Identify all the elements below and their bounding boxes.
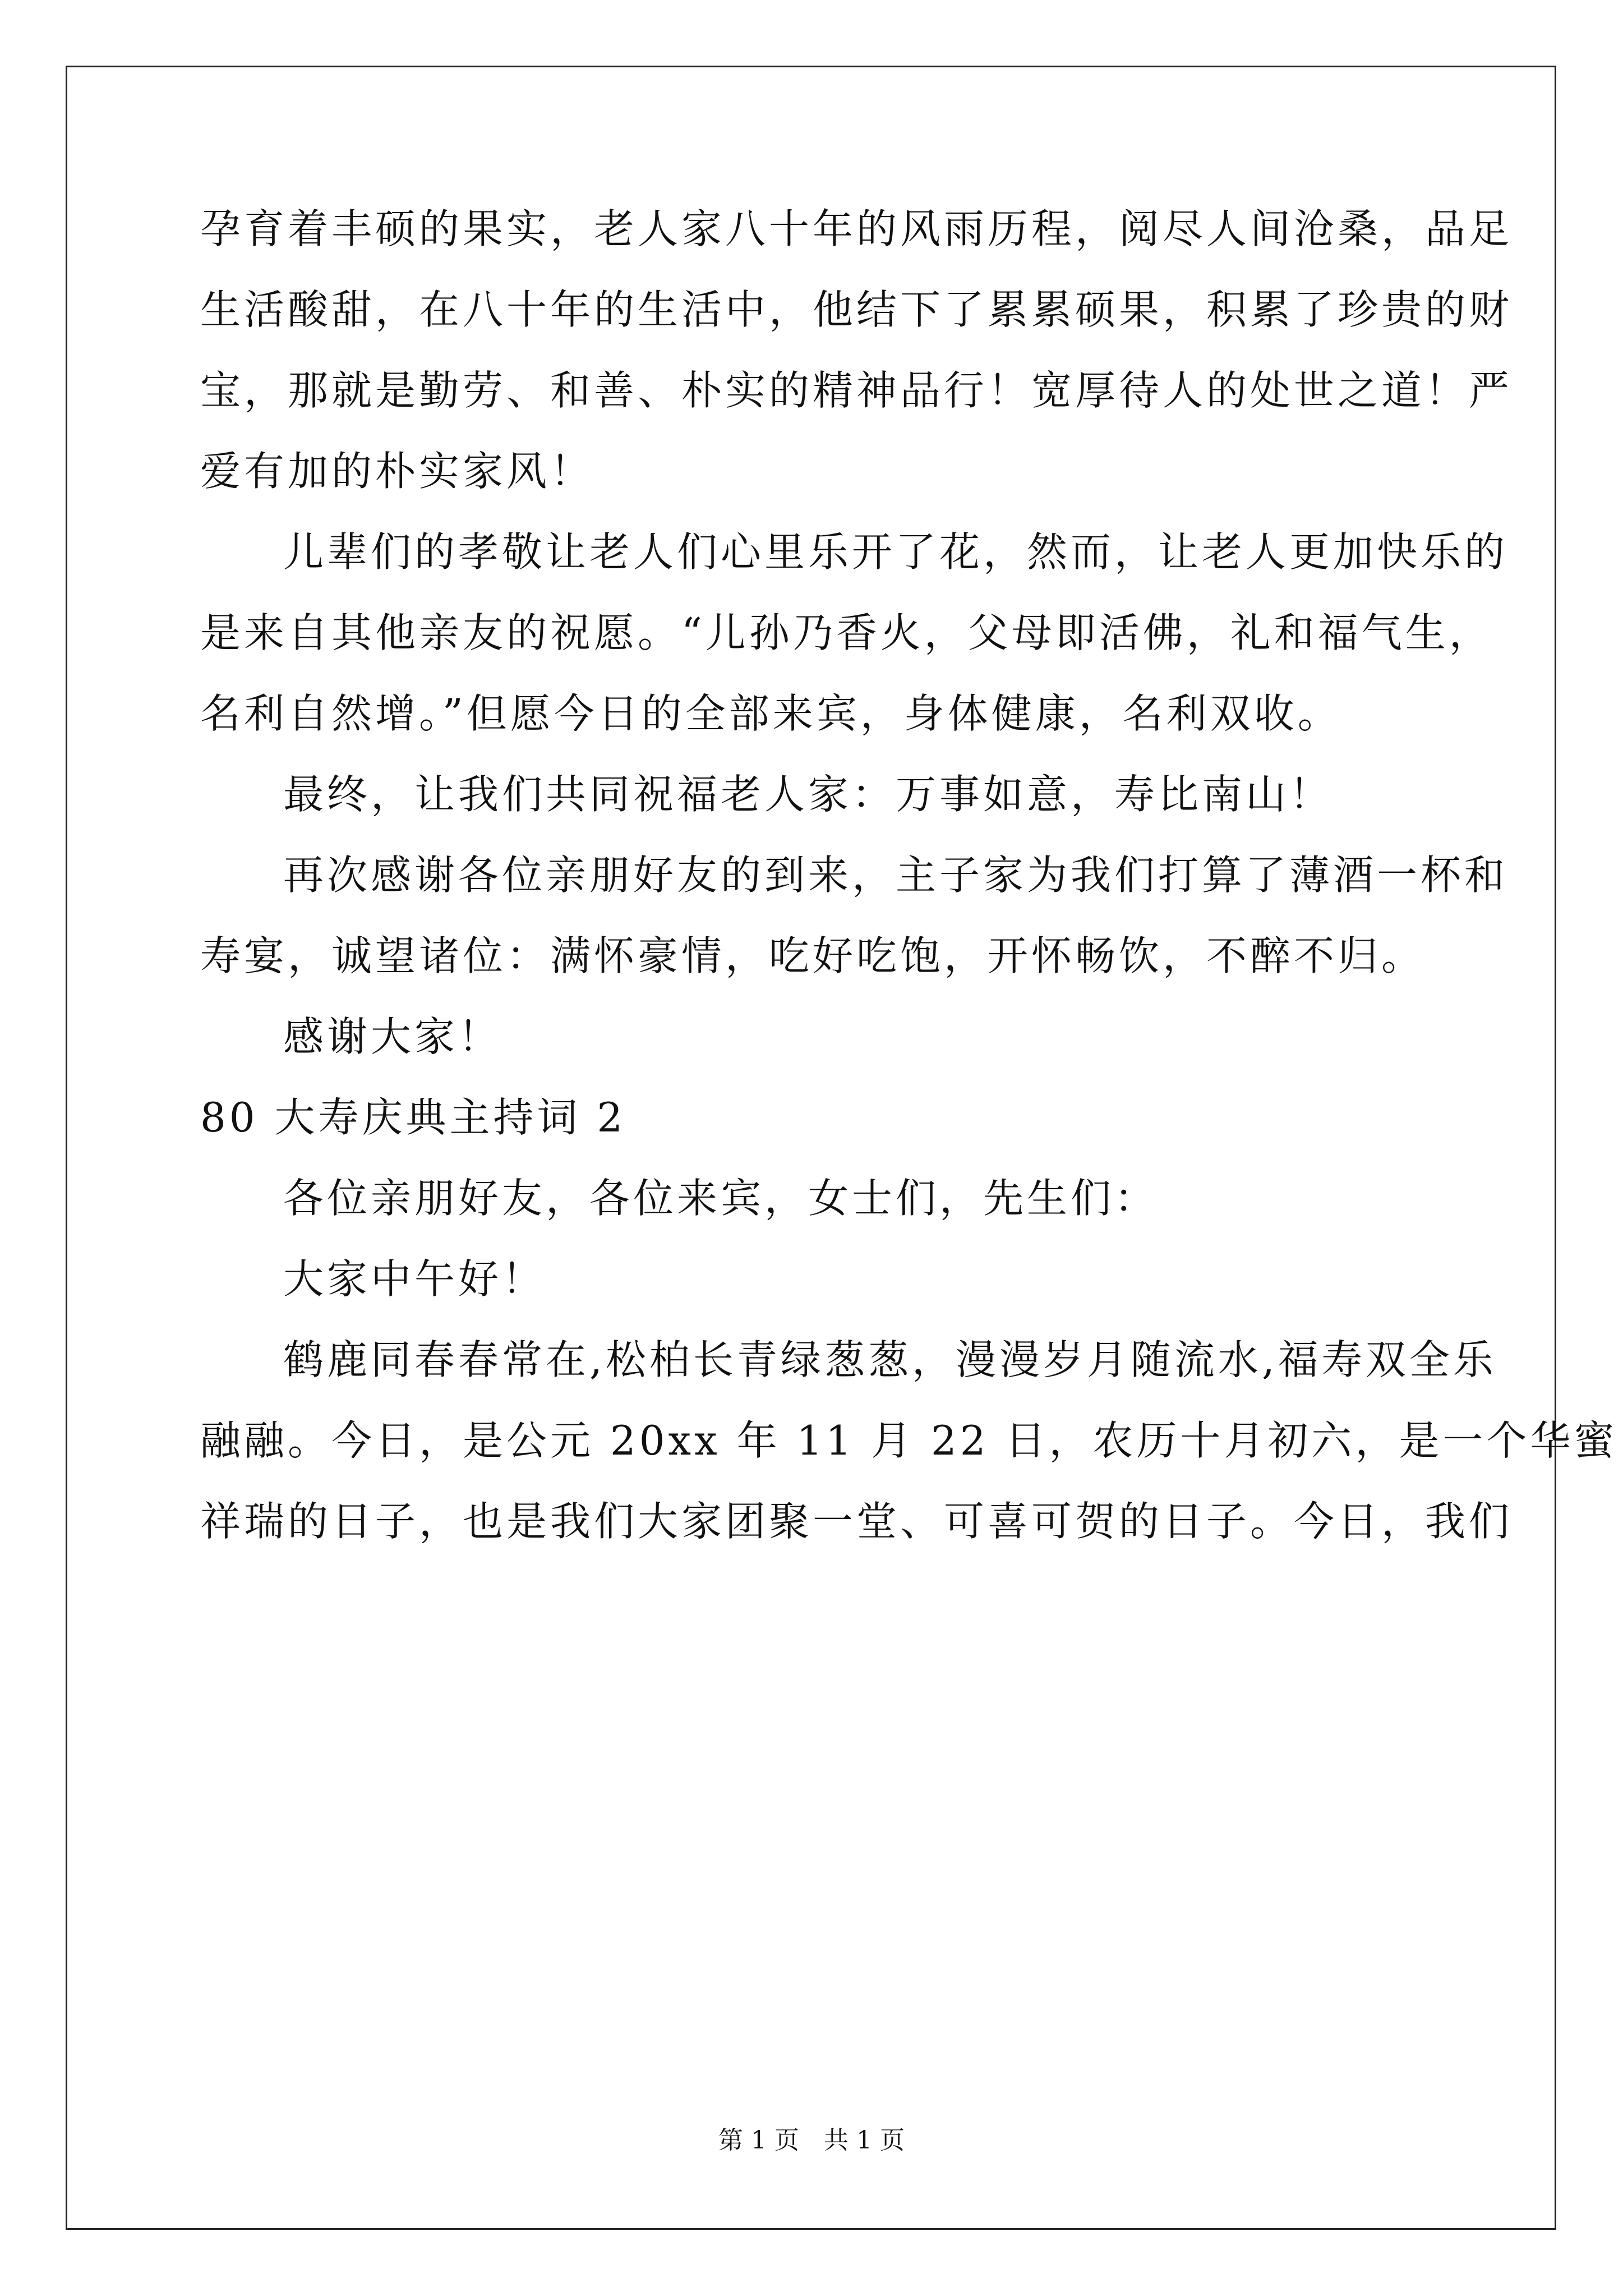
text-line: 寿宴，诚望诸位：满怀豪情，吃好吃饱，开怀畅饮，不醉不归。 [200, 932, 1426, 979]
text-line: 各位亲朋好友，各位来宾，女士们，先生们： [283, 1175, 1159, 1222]
text-line: 再次感谢各位亲朋好友的到来，主子家为我们打算了薄酒一杯和 [283, 852, 1509, 899]
text-line: 感谢大家！ [283, 1013, 502, 1060]
text-line: 最终，让我们共同祝福老人家：万事如意，寿比南山！ [283, 771, 1334, 818]
text-line: 儿辈们的孝敬让老人们心里乐开了花，然而，让老人更加快乐的 [283, 528, 1509, 576]
text-line: 生活酸甜，在八十年的生活中，他结下了累累硕果，积累了珍贵的财 [200, 286, 1513, 333]
text-line: 孕育着丰硕的果实，老人家八十年的风雨历程，阅尽人间沧桑，品足 [200, 205, 1513, 252]
section-heading: 80 大寿庆典主持词 2 [200, 1094, 626, 1141]
text-line: 融融。今日，是公元 20xx 年 11 月 22 日，农历十月初六，是一个华蜜 [200, 1417, 1618, 1464]
text-line: 大家中午好！ [283, 1255, 546, 1303]
text-line: 名利自然增。”但愿今日的全部来宾，身体健康，名利双收。 [200, 690, 1341, 737]
text-line: 爱有加的朴实家风！ [200, 448, 594, 495]
text-line: 祥瑞的日子，也是我们大家团聚一堂、可喜可贺的日子。今日，我们 [200, 1498, 1513, 1545]
page-number-footer: 第 1 页 共 1 页 [718, 2126, 905, 2155]
text-line: 是来自其他亲友的祝愿。“儿孙乃香火，父母即活佛，礼和福气生， [200, 609, 1493, 656]
text-line: 宝，那就是勤劳、和善、朴实的精神品行！宽厚待人的处世之道！严 [200, 367, 1513, 414]
text-line: 鹤鹿同春春常在,松柏长青绿葱葱，漫漫岁月随流水,福寿双全乐 [283, 1336, 1497, 1383]
